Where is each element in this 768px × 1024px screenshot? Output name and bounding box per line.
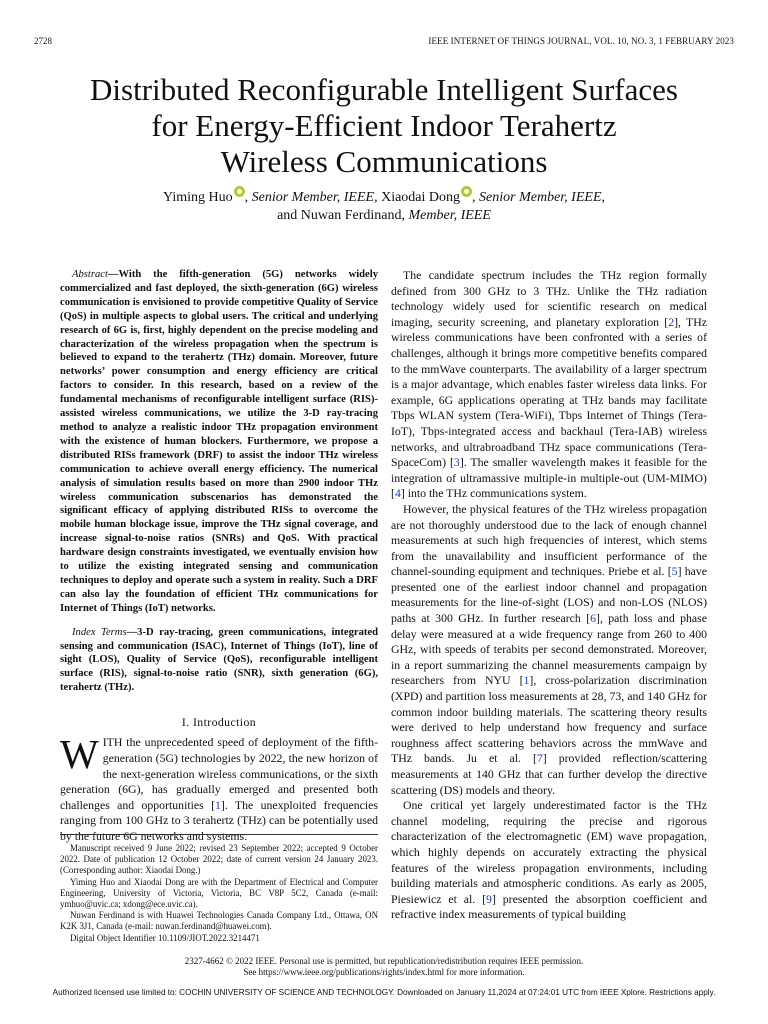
right-column <box>391 268 707 923</box>
section-heading: I. Introduction <box>181 715 257 730</box>
citation-link[interactable]: 6 <box>590 611 597 626</box>
left-column <box>60 268 378 845</box>
author-name: Yiming Huo <box>163 190 233 205</box>
body-paragraph: One critical yet largely underestimated factor is the THz channel modeling, requiring the precise and rigorous characterization of the electromagnetic (EM) wave propagation, which highly depends on accurately extracting the physical features of the wireless propagation environments, including building materials and atmospheric conditions. As early as 2005, Piesiewicz et al. [9] presented the absorption coefficient and refractive index measurements of typical building <box>391 798 707 922</box>
author-name: Xiaodai Dong <box>381 190 461 205</box>
footnote-affiliation-1: Yiming Huo and Xiaodai Dong are with the Department of Electrical and Computer Engineering, University of Victoria, Victoria, BC V8P 5C2, Canada (e-mail: ymhuo@uvic.ca; xdong@ece.uvic.ca). <box>60 876 378 910</box>
body-paragraph: However, the physical features of the THz wireless propagation are not thoroughly understood due to the lack of enough channel measurements at such high frequencies of interest, which stems from the unavailability and insufficient performance of the channel-sounding equipment and techniques. Priebe et al. [5] have presented one of the earliest indoor channel and propagation measurements for the line-of-sight (LOS) and non-LOS (NLOS) paths at 300 GHz. In further research [6], path loss and phase delay were measured at a wide frequency range from 260 to 400 GHz, with speeds of terabits per second demonstrated. Moreover, in a report summarizing the channel measurements campaign by researchers from NYU [1], cross-polarization discrimination (XPD) and partition loss measurements at 28, 73, and 140 GHz for common indoor building materials. The scattering theory results were derived to help understand how frequency and surface roughness affect scattering behaviors across the mmWave and THz bands. Ju et al. [7] provided reflection/scattering measurements at 140 GHz that can further develop the directive scattering (DS) models and theory. <box>391 501 707 797</box>
intro-paragraph: WITH the unprecedented speed of deployment of the fifth-generation (5G) technologies by 2022, the new horizon of the next-generation wireless communications, or the sixth generation (6G), has gradually emerged and presented both challenges and opportunities [1]. The unexploited frequencies ranging from 100 GHz to 3 terahertz (THz) can be potentially used by the future 6G networks and systems. <box>60 731 378 843</box>
journal-header: IEEE INTERNET OF THINGS JOURNAL, VOL. 10, NO. 3, 1 FEBRUARY 2023 <box>428 36 734 46</box>
orcid-icon[interactable] <box>234 186 245 197</box>
drop-cap: W <box>60 731 99 778</box>
copyright-line-2: See https://www.ieee.org/publications/rights/index.html for more information. <box>243 967 525 977</box>
license-notice: Authorized licensed use limited to: COCHIN UNIVERSITY OF SCIENCE AND TECHNOLOGY. Downloaded on January 11,2024 at 07:24:01 UTC from IEEE Xplore. Restrictions apply. <box>52 988 716 997</box>
author-role: Senior Member, IEEE <box>479 190 602 205</box>
citation-link[interactable]: 4 <box>394 486 401 501</box>
citation-link[interactable]: 9 <box>486 891 492 906</box>
author-role: Senior Member, IEEE <box>251 190 375 205</box>
footnote-affiliation-2: Nuwan Ferdinand is with Huawei Technologies Canada Company Ltd., Ottawa, ON K2K 3J1, Canada (e-mail: nuwan.ferdinand@huawei.com). <box>60 910 378 932</box>
body-paragraph: The candidate spectrum includes the THz region formally defined from 300 GHz to 3 THz. Unlike the THz radiation technology widely used for scientific research on medical imaging, security screening, and planetary exploration [2], THz wireless communications have been confronted with a series of challenges, although it brings more competitive benefits compared to the mmWave counterparts. The availability of a larger spectrum is a major advantage, which enables faster wireless data links. For example, 6G applications operating at THz bands may facilitate Tbps WLAN system (Tera-WiFi), Tbps Internet of Things (Tera-IoT), Tbps-integrated access and backhaul (Tera-IAB) wireless networks, and ultrabroadband THz space communications (Tera-SpaceCom) [3]. The smaller wavelength makes it feasible for the integration of ultramassive multiple-in multiple-out (UM-MIMO) [4] into the THz communications system. <box>391 268 708 501</box>
copyright-notice <box>0 956 768 978</box>
citation-link[interactable]: 1 <box>523 673 530 688</box>
citation-link[interactable]: 3 <box>453 455 460 470</box>
index-terms: Index Terms—3-D ray-tracing, green communications, integrated sensing and communication (ISAC), Internet of Things (IoT), line of sight (LOS), Quality of Service (QoS), reconfigurable intelligent surface (RIS), signal-to-noise ratio (SNR), sixth generation (6G), terahertz (THz). <box>60 626 378 694</box>
citation-link[interactable]: 7 <box>536 751 543 766</box>
title-line-1: Distributed Reconfigurable Intelligent Surfaces <box>90 72 678 107</box>
paper-title <box>40 72 728 180</box>
citation-link[interactable]: 5 <box>671 564 678 579</box>
citation-link[interactable]: 2 <box>668 314 675 329</box>
orcid-icon[interactable] <box>461 186 472 197</box>
citation-link[interactable]: 1 <box>215 797 221 812</box>
author-list: Yiming Huo , Senior Member, IEEE, Xiaodai Dong , Senior Member, IEEE, and Nuwan Ferdinand, Member, IEEE <box>40 186 728 225</box>
abstract: Abstract—With the fifth-generation (5G) networks widely commercialized and fast deployed, the sixth-generation (6G) wireless communication is envisioned to provide competitive Quality of Service (QoS) in multiple aspects to global users. The critical and underlying research of 6G is, first, highly dependent on the precise modeling and characterization of the wireless propagation when the spectrum is believed to expand to the terahertz (THz) domain. Moreover, future networks’ power consumption and energy efficiency are critical factors to consider. In this research, based on a review of the fundamental mechanisms of reconfigurable intelligent surface (RIS)-assisted wireless communications, we utilize the 3-D ray-tracing method to analyze a realistic indoor THz propagation environment with the existence of human blockers. Furthermore, we propose a distributed RISs framework (DRF) to assist the indoor THz wireless communication to achieve overall energy efficiency. The numerical analysis of simulation results based on more than 2900 indoor THz wireless communication subscenarios has demonstrated the significant efficacy of applying distributed RISs to overcome the mobile human blockage issue, improve the THz signal coverage, and increase signal-to-noise ratios (SNRs) and QoS. With practical hardware design constraints investigated, we eventually envision how to utilize the existing integrated sensing and communication techniques to deploy and operate such a system in reality. Such a DRF can also lay the foundation of efficient THz communications for Internet of Things (IoT) networks. <box>60 269 378 614</box>
author-role: Member, IEEE <box>408 208 491 223</box>
footnote <box>60 834 378 944</box>
title-line-2: for Energy-Efficient Indoor Terahertz <box>151 108 617 143</box>
footnote-doi: Digital Object Identifier 10.1109/JIOT.2022.3214471 <box>70 932 260 943</box>
copyright-line-1: 2327-4662 © 2022 IEEE. Personal use is permitted, but republication/redistribution requires IEEE permission. <box>184 956 584 966</box>
author-name: and Nuwan Ferdinand <box>277 208 402 223</box>
page-number: 2728 <box>34 36 52 46</box>
title-line-3: Wireless Communications <box>220 144 548 179</box>
footnote-received: Manuscript received 9 June 2022; revised 23 September 2022; accepted 9 October 2022. Date of publication 12 October 2022; date of current version 24 January 2023. (Corresponding author: Xiaodai Dong.) <box>60 843 378 876</box>
